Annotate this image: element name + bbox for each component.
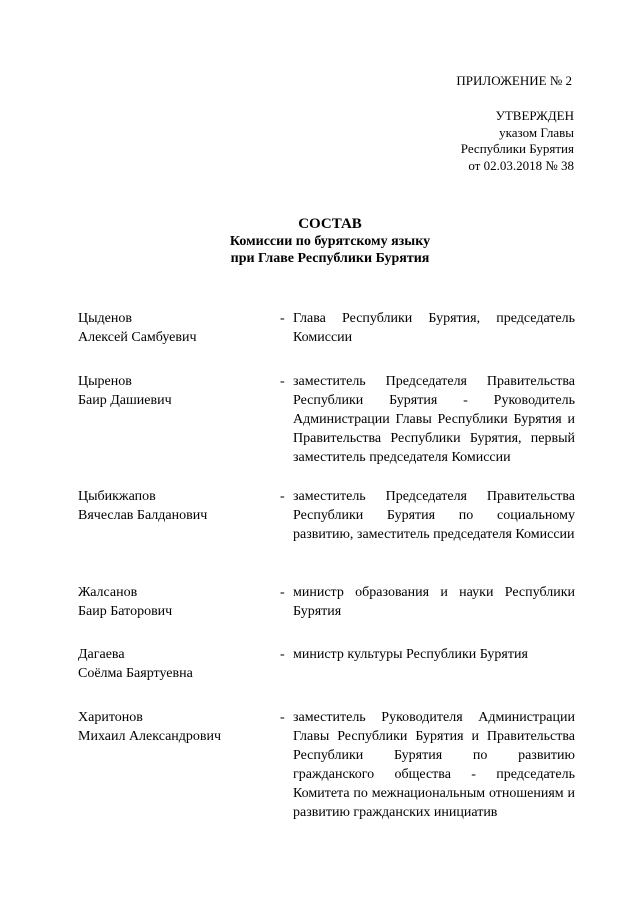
member-dash: - (280, 585, 285, 600)
annex-label: ПРИЛОЖЕНИЕ № 2 (456, 73, 572, 88)
member-name (78, 309, 268, 347)
member-name (78, 645, 268, 683)
decree-label: указом Главы (499, 124, 574, 140)
title-line-3: при Главе Республики Бурятия (230, 251, 430, 266)
member-given-names: Михаил Александрович (78, 729, 222, 744)
member-role: Глава Республики Бурятия, председатель Комиссии (293, 311, 575, 345)
member-surname: Цыбикжапов (78, 489, 156, 504)
member-given-names: Соёлма Баяртуевна (78, 666, 193, 681)
member-dash: - (280, 489, 285, 504)
member-given-names: Баир Дашиевич (78, 393, 172, 408)
member-given-names: Алексей Самбуевич (78, 330, 197, 345)
member-dash: - (280, 311, 285, 326)
member-surname: Харитонов (78, 710, 143, 725)
member-surname: Цыренов (78, 374, 132, 389)
member-dash: - (280, 647, 285, 662)
member-surname: Цыденов (78, 311, 132, 326)
member-name (78, 372, 268, 410)
member-given-names: Баир Баторович (78, 604, 173, 619)
member-name (78, 708, 268, 746)
decree-date-number: от 02.03.2018 № 38 (468, 157, 574, 173)
document-title (120, 215, 540, 267)
member-given-names: Вячеслав Балданович (78, 508, 208, 523)
member-role: заместитель Председателя Правительства Республики Бурятия по социальному развитию, заместитель председателя Комиссии (293, 489, 575, 542)
member-dash: - (280, 374, 285, 389)
approved-label: УТВЕРЖДЕН (495, 108, 574, 123)
member-name (78, 583, 268, 621)
member-role: министр образования и науки Республики Бурятия (293, 585, 575, 619)
member-surname: Дагаева (78, 647, 125, 662)
member-name (78, 487, 268, 525)
title-line-1: СОСТАВ (298, 216, 362, 232)
member-role: заместитель Председателя Правительства Республики Бурятия - Руководитель Администрации Главы Республики Бурятия и Правительства Республики Бурятия, первый заместитель председателя Комиссии (293, 374, 575, 465)
republic-label: Республики Бурятия (460, 141, 574, 156)
member-role: министр культуры Республики Бурятия (293, 647, 528, 662)
member-role: заместитель Руководителя Администрации Главы Республики Бурятия и Правительства Республики Бурятия по развитию гражданского общества - председатель Комитета по межнациональным отношениям и развитию гражданских инициатив (293, 710, 575, 820)
member-surname: Жалсанов (78, 585, 138, 600)
title-line-2: Комиссии по бурятскому языку (229, 234, 431, 249)
approval-stamp (420, 108, 574, 174)
member-dash: - (280, 710, 285, 725)
